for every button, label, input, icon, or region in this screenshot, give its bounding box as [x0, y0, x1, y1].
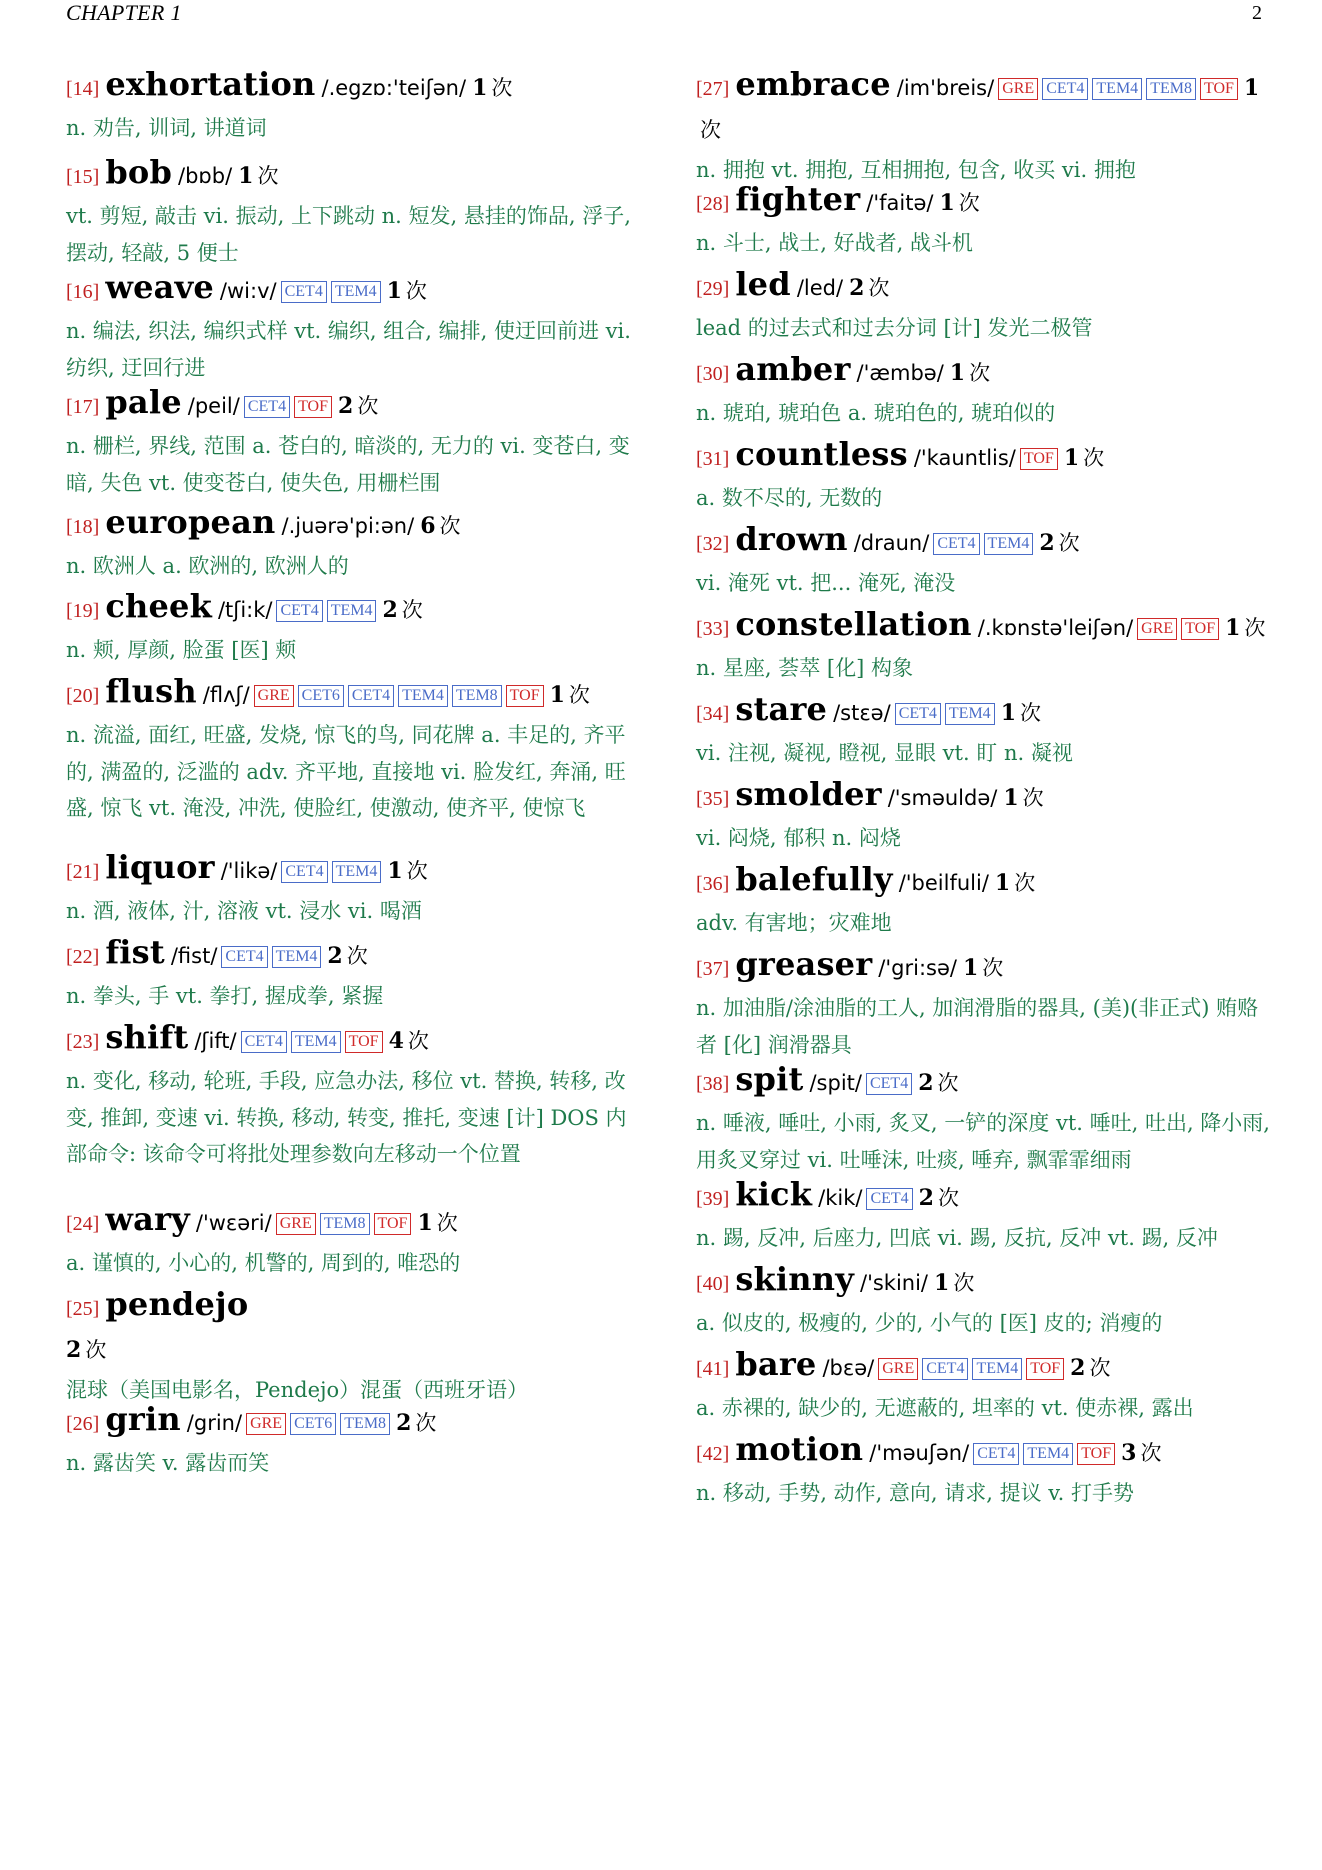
phonetic: /.juərə'pi:ən/	[281, 514, 415, 538]
headword: kick	[735, 1175, 813, 1213]
headword: stare	[735, 690, 828, 728]
exam-tag: TEM4	[972, 1358, 1022, 1380]
headword: constellation	[735, 605, 972, 643]
headword: cheek	[105, 587, 212, 625]
entry-weave	[66, 267, 641, 386]
headword: smolder	[735, 775, 882, 813]
occurrence-count: 1	[549, 682, 565, 708]
entry-motion	[696, 1429, 1276, 1512]
headword: pale	[105, 383, 182, 421]
entry-headline	[66, 152, 641, 198]
definition: lead 的过去式和过去分词 [计] 发光二极管	[696, 316, 1093, 340]
occurrence-count: 2	[1070, 1355, 1086, 1381]
occurrence-count: 1	[1003, 785, 1019, 811]
entry-number: [22]	[66, 946, 100, 968]
exam-tag: CET4	[276, 600, 322, 622]
exam-tag: CET4	[221, 946, 267, 968]
count-suffix: 次	[1020, 701, 1041, 725]
count-suffix: 次	[1058, 531, 1080, 555]
exam-tag: TOF	[1077, 1443, 1115, 1465]
entry-headline	[696, 1059, 1276, 1105]
entry-number: [41]	[696, 1358, 730, 1380]
entry-number: [29]	[696, 278, 730, 300]
entry-amber	[696, 349, 1276, 432]
definition: n. 酒, 液体, 汁, 溶液 vt. 浸水 vi. 喝酒	[66, 899, 422, 923]
phonetic: /fist/	[170, 944, 218, 968]
occurrence-count: 1	[934, 1270, 950, 1296]
exam-tag: TEM8	[340, 1413, 390, 1435]
headword: balefully	[735, 860, 893, 898]
headword: exhortation	[105, 65, 316, 103]
occurrence-count: 2	[1039, 530, 1055, 556]
phonetic: /'məuʃən/	[869, 1441, 970, 1465]
entry-headline	[696, 604, 1276, 650]
occurrence-count: 1	[387, 858, 403, 884]
definition: n. 编法, 织法, 编织式样 vt. 编织, 组合, 编排, 使迂回前进 vi. 纺织, 迂回行进	[66, 319, 631, 380]
phonetic: /draun/	[853, 531, 930, 555]
count-suffix: 次	[982, 956, 1004, 980]
entry-number: [38]	[696, 1073, 730, 1095]
entry-headline	[66, 64, 641, 110]
entry-number: [35]	[696, 788, 730, 810]
exam-tag: CET4	[241, 1031, 287, 1053]
headword: motion	[735, 1430, 864, 1468]
entry-fist	[66, 932, 641, 1015]
entry-kick	[696, 1174, 1276, 1257]
entry-headline	[66, 671, 641, 717]
entry-bare	[696, 1344, 1276, 1427]
phonetic: /flʌʃ/	[202, 683, 250, 707]
entry-headline	[66, 847, 641, 893]
exam-tag: CET4	[348, 685, 394, 707]
definition: n. 露齿笑 v. 露齿而笑	[66, 1451, 270, 1475]
exam-tag: TEM4	[1092, 78, 1142, 100]
count-suffix: 次	[868, 276, 890, 300]
exam-tag: CET4	[1042, 78, 1088, 100]
entry-headline	[696, 1429, 1276, 1475]
occurrence-count: 2	[338, 393, 354, 419]
entry-bob	[66, 152, 641, 271]
phonetic: /.egzɒ:'teiʃən/	[321, 76, 467, 100]
page-number: 2	[1252, 2, 1262, 24]
occurrence-count: 1	[949, 360, 966, 386]
definition: n. 栅栏, 界线, 范围 a. 苍白的, 暗淡的, 无力的 vi. 变苍白, 变暗, 失色 vt. 使变苍白, 使失色, 用栅栏围	[66, 434, 630, 495]
headword: bare	[735, 1345, 817, 1383]
exam-tag: TEM4	[327, 600, 377, 622]
exam-tag: TEM8	[452, 685, 502, 707]
headword: greaser	[735, 945, 873, 983]
phonetic: /tʃi:k/	[217, 598, 273, 622]
entry-embrace	[696, 64, 1276, 189]
exam-tag: CET4	[281, 861, 327, 883]
phonetic: /bɒb/	[178, 164, 233, 188]
exam-tag: CET4	[866, 1188, 912, 1210]
exam-tag: CET6	[298, 685, 344, 707]
definition: a. 谨慎的, 小心的, 机警的, 周到的, 唯恐的	[66, 1251, 461, 1275]
count-suffix: 次	[568, 683, 590, 707]
entry-headline	[696, 179, 1276, 225]
exam-tag: TOF	[294, 396, 332, 418]
entry-smolder	[696, 774, 1276, 857]
count-suffix: 次	[406, 859, 428, 883]
entry-number: [20]	[66, 685, 100, 707]
entry-number: [27]	[696, 78, 730, 100]
entry-pale	[66, 382, 641, 501]
entry-grin	[66, 1399, 641, 1482]
entry-headline	[696, 1344, 1276, 1390]
count-suffix: 次	[436, 1211, 458, 1235]
headword: european	[105, 503, 276, 541]
occurrence-count: 1	[994, 870, 1011, 896]
exam-tag: TEM8	[320, 1213, 370, 1235]
entry-balefully	[696, 859, 1276, 942]
entry-headline	[696, 64, 1276, 152]
exam-tag: TOF	[1200, 78, 1238, 100]
phonetic: /ʃift/	[194, 1029, 237, 1053]
phonetic: /'wεəri/	[195, 1211, 272, 1235]
occurrence-count: 1	[1225, 615, 1241, 641]
definition: n. 拳头, 手 vt. 拳打, 握成拳, 紧握	[66, 984, 384, 1008]
entry-stare	[696, 689, 1276, 772]
exam-tag: TEM4	[1023, 1443, 1073, 1465]
definition: n. 星座, 荟萃 [化] 构象	[696, 656, 913, 680]
occurrence-count: 1	[1243, 75, 1260, 101]
exam-tag: TOF	[1181, 618, 1219, 640]
entry-headline	[696, 689, 1276, 735]
entry-fighter	[696, 179, 1276, 262]
definition: vt. 剪短, 敲击 vi. 振动, 上下跳动 n. 短发, 悬挂的饰品, 浮子, 摆动, 轻敲, 5 便士	[66, 204, 631, 265]
count-suffix: 次	[401, 598, 423, 622]
entry-countless	[696, 434, 1276, 517]
entry-number: [24]	[66, 1213, 100, 1235]
definition: a. 赤裸的, 缺少的, 无遮蔽的, 坦率的 vt. 使赤裸, 露出	[696, 1396, 1194, 1420]
headword: embrace	[735, 65, 891, 103]
exam-tag: TOF	[374, 1213, 412, 1235]
exam-tag: TOF	[1020, 448, 1058, 470]
definition: vi. 淹死 vt. 把... 淹死, 淹没	[696, 571, 956, 595]
entry-number: [40]	[696, 1273, 730, 1295]
definition: n. 变化, 移动, 轮班, 手段, 应急办法, 移位 vt. 替换, 转移, 改变, 推卸, 变速 vi. 转换, 移动, 转变, 推托, 变速 [计] DOS 内部命令: 该命令可将批处理参数向左移动一个位置	[66, 1069, 627, 1166]
headword: skinny	[735, 1260, 854, 1298]
entry-wary	[66, 1199, 641, 1282]
exam-tag: CET4	[933, 533, 979, 555]
exam-tag: CET4	[895, 703, 941, 725]
exam-tag: GRE	[998, 78, 1038, 100]
exam-tag: CET4	[866, 1073, 912, 1095]
exam-tag: TOF	[506, 685, 544, 707]
headword: pendejo	[105, 1285, 249, 1323]
phonetic: /im'breis/	[896, 76, 995, 100]
entry-flush	[66, 671, 641, 827]
entry-shift	[66, 1017, 641, 1173]
occurrence-count: 3	[1121, 1440, 1137, 1466]
phonetic: /'æmbə/	[856, 361, 944, 385]
count-suffix: 次	[1022, 786, 1044, 810]
definition: a. 似皮的, 极瘦的, 少的, 小气的 [医] 皮的; 消瘦的	[696, 1311, 1163, 1335]
count-suffix: 次	[407, 1029, 429, 1053]
entry-number: [25]	[66, 1298, 100, 1320]
entry-headline	[66, 267, 641, 313]
count-suffix: 次	[415, 1411, 437, 1435]
headword: spit	[735, 1060, 804, 1098]
headword: flush	[105, 672, 197, 710]
headword: fighter	[735, 180, 861, 218]
definition: n. 加油脂/涂油脂的工人, 加润滑脂的器具, (美)(非正式) 贿赂者 [化] 润滑器具	[696, 996, 1259, 1057]
entry-number: [39]	[696, 1188, 730, 1210]
occurrence-count: 1	[1063, 445, 1080, 471]
count-suffix: 次	[1244, 616, 1266, 640]
entry-number: [14]	[66, 78, 100, 100]
headword: bob	[105, 153, 173, 191]
entry-greaser	[696, 944, 1276, 1063]
phonetic: /'kauntlis/	[913, 446, 1016, 470]
count-suffix: 次	[85, 1338, 107, 1362]
headword: shift	[105, 1018, 189, 1056]
occurrence-count: 1	[962, 955, 979, 981]
entry-number: [26]	[66, 1413, 100, 1435]
count-suffix: 次	[958, 191, 980, 215]
phonetic: /kik/	[818, 1186, 863, 1210]
entry-headline	[66, 932, 641, 978]
entry-european	[66, 502, 641, 585]
phonetic: /grin/	[186, 1411, 243, 1435]
definition: n. 颊, 厚颜, 脸蛋 [医] 颊	[66, 638, 297, 662]
count-suffix: 次	[1014, 871, 1036, 895]
entry-number: [31]	[696, 448, 730, 470]
definition: a. 数不尽的, 无数的	[696, 486, 883, 510]
entry-liquor	[66, 847, 641, 930]
chapter-header: CHAPTER 1	[66, 0, 182, 25]
count-suffix: 次	[937, 1186, 959, 1210]
exam-tag: CET4	[281, 281, 327, 303]
occurrence-count: 2	[66, 1337, 82, 1363]
entry-headline	[66, 1199, 641, 1245]
definition: vi. 闷烧, 郁积 n. 闷烧	[696, 826, 901, 850]
exam-tag: TEM4	[945, 703, 995, 725]
entry-headline	[696, 774, 1276, 820]
entry-led	[696, 264, 1276, 347]
occurrence-count: 2	[918, 1070, 934, 1096]
headword: drown	[735, 520, 848, 558]
occurrence-count: 1	[417, 1210, 433, 1236]
exam-tag: GRE	[1137, 618, 1177, 640]
occurrence-count: 1	[472, 75, 488, 101]
entry-headline	[66, 586, 641, 632]
entry-headline	[66, 1399, 641, 1445]
entry-number: [37]	[696, 958, 730, 980]
definition: 混球（美国电影名，Pendejo）混蛋（西班牙语）	[66, 1378, 529, 1402]
entry-number: [34]	[696, 703, 730, 725]
count-suffix: 次	[257, 164, 279, 188]
occurrence-count: 2	[382, 597, 398, 623]
entry-headline	[696, 519, 1276, 565]
exam-tag: CET4	[244, 396, 290, 418]
occurrence-count: 2	[327, 943, 343, 969]
count-suffix: 次	[491, 76, 513, 100]
definition: n. 流溢, 面红, 旺盛, 发烧, 惊飞的鸟, 同花牌 a. 丰足的, 齐平的, 满盈的, 泛滥的 adv. 齐平地, 直接地 vi. 脸发红, 奔涌, 旺盛, 惊飞 vt. 淹没, 冲洗, 使脸红, 使激动, 使齐平, 使惊飞	[66, 723, 626, 820]
count-suffix: 次	[700, 118, 721, 142]
definition: n. 移动, 手势, 动作, 意向, 请求, 提议 v. 打手势	[696, 1481, 1135, 1505]
exam-tag: TOF	[345, 1031, 383, 1053]
definition: vi. 注视, 凝视, 瞪视, 显眼 vt. 盯 n. 凝视	[696, 741, 1073, 765]
phonetic: /'faitə/	[866, 191, 934, 215]
entry-headline	[696, 434, 1276, 480]
exam-tag: TEM8	[1146, 78, 1196, 100]
phonetic: /wi:v/	[219, 279, 277, 303]
phonetic: /led/	[796, 276, 844, 300]
occurrence-count: 2	[918, 1185, 934, 1211]
entry-number: [28]	[696, 193, 730, 215]
exam-tag: TEM4	[331, 281, 381, 303]
exam-tag: CET4	[922, 1358, 968, 1380]
definition: n. 琥珀, 琥珀色 a. 琥珀色的, 琥珀似的	[696, 401, 1056, 425]
entry-number: [36]	[696, 873, 730, 895]
count-suffix: 次	[357, 394, 379, 418]
entry-headline	[696, 1174, 1276, 1220]
entry-number: [32]	[696, 533, 730, 555]
entry-headline	[696, 264, 1276, 310]
headword: wary	[105, 1200, 190, 1238]
entry-number: [18]	[66, 516, 100, 538]
entry-cheek	[66, 586, 641, 669]
entry-headline	[66, 382, 641, 428]
entry-number: [17]	[66, 396, 100, 418]
headword: amber	[735, 350, 851, 388]
count-suffix: 次	[439, 514, 461, 538]
occurrence-count: 1	[238, 163, 254, 189]
phonetic: /'sməuldə/	[887, 786, 998, 810]
entry-headline	[696, 944, 1276, 990]
exam-tag: GRE	[878, 1358, 918, 1380]
definition: n. 唾液, 唾吐, 小雨, 炙叉, 一铲的深度 vt. 唾吐, 吐出, 降小雨, 用炙叉穿过 vi. 吐唾沫, 吐痰, 唾弃, 飘霏霏细雨	[696, 1111, 1270, 1172]
exam-tag: CET6	[290, 1413, 336, 1435]
occurrence-count: 1	[939, 190, 955, 216]
definition: n. 欧洲人 a. 欧洲的, 欧洲人的	[66, 554, 349, 578]
entry-spit	[696, 1059, 1276, 1178]
phonetic: /'skini/	[860, 1271, 929, 1295]
headword: led	[735, 265, 791, 303]
definition: n. 斗士, 战士, 好战者, 战斗机	[696, 231, 973, 255]
count-suffix: 次	[1089, 1356, 1111, 1380]
phonetic: /stεə/	[833, 701, 891, 725]
count-suffix: 次	[405, 279, 427, 303]
count-suffix: 次	[969, 361, 991, 385]
entry-number: [16]	[66, 281, 100, 303]
phonetic: /spit/	[809, 1071, 862, 1095]
entry-number: [33]	[696, 618, 730, 640]
exam-tag: TEM4	[984, 533, 1034, 555]
entry-headline	[66, 1284, 641, 1372]
count-suffix: 次	[1140, 1441, 1162, 1465]
entry-headline	[696, 859, 1276, 905]
phonetic: /bεə/	[822, 1356, 875, 1380]
occurrence-count: 6	[420, 513, 436, 539]
entry-headline	[696, 1259, 1276, 1305]
exam-tag: TEM4	[291, 1031, 341, 1053]
exam-tag: GRE	[254, 685, 294, 707]
exam-tag: TEM4	[398, 685, 448, 707]
definition: n. 踢, 反冲, 后座力, 凹底 vi. 踢, 反抗, 反冲 vt. 踢, 反冲	[696, 1226, 1218, 1250]
entry-number: [23]	[66, 1031, 100, 1053]
exam-tag: GRE	[246, 1413, 286, 1435]
headword: fist	[105, 933, 165, 971]
count-suffix: 次	[937, 1071, 959, 1095]
phonetic: /'beilfuli/	[898, 871, 989, 895]
definition: adv. 有害地；灾难地	[696, 911, 892, 935]
count-suffix: 次	[953, 1271, 975, 1295]
phonetic: /.kɒnstə'leiʃən/	[977, 616, 1134, 640]
entry-drown	[696, 519, 1276, 602]
entry-pendejo	[66, 1284, 641, 1409]
entry-number: [21]	[66, 861, 100, 883]
phonetic: /'likə/	[220, 859, 278, 883]
occurrence-count: 1	[386, 278, 402, 304]
definition: n. 劝告, 训词, 讲道词	[66, 116, 267, 140]
headword: grin	[105, 1400, 181, 1438]
entry-headline	[66, 1017, 641, 1063]
entry-number: [42]	[696, 1443, 730, 1465]
phonetic: /peil/	[187, 394, 240, 418]
occurrence-count: 4	[388, 1028, 404, 1054]
headword: liquor	[105, 848, 215, 886]
occurrence-count: 1	[1000, 700, 1016, 726]
phonetic: /'gri:sə/	[878, 956, 957, 980]
entry-constellation	[696, 604, 1276, 687]
occurrence-count: 2	[396, 1410, 412, 1436]
count-suffix: 次	[1083, 446, 1105, 470]
occurrence-count: 2	[849, 275, 865, 301]
count-suffix: 次	[346, 944, 368, 968]
headword: countless	[735, 435, 908, 473]
headword: weave	[105, 268, 214, 306]
entry-exhortation	[66, 64, 641, 147]
definition: n. 拥抱 vt. 拥抱, 互相拥抱, 包含, 收买 vi. 拥抱	[696, 158, 1136, 182]
exam-tag: TOF	[1026, 1358, 1064, 1380]
exam-tag: GRE	[276, 1213, 316, 1235]
exam-tag: CET4	[973, 1443, 1019, 1465]
entry-number: [19]	[66, 600, 100, 622]
entry-headline	[696, 349, 1276, 395]
entry-headline	[66, 502, 641, 548]
entry-number: [15]	[66, 166, 100, 188]
entry-number: [30]	[696, 363, 730, 385]
entry-skinny	[696, 1259, 1276, 1342]
exam-tag: TEM4	[332, 861, 382, 883]
exam-tag: TEM4	[272, 946, 322, 968]
